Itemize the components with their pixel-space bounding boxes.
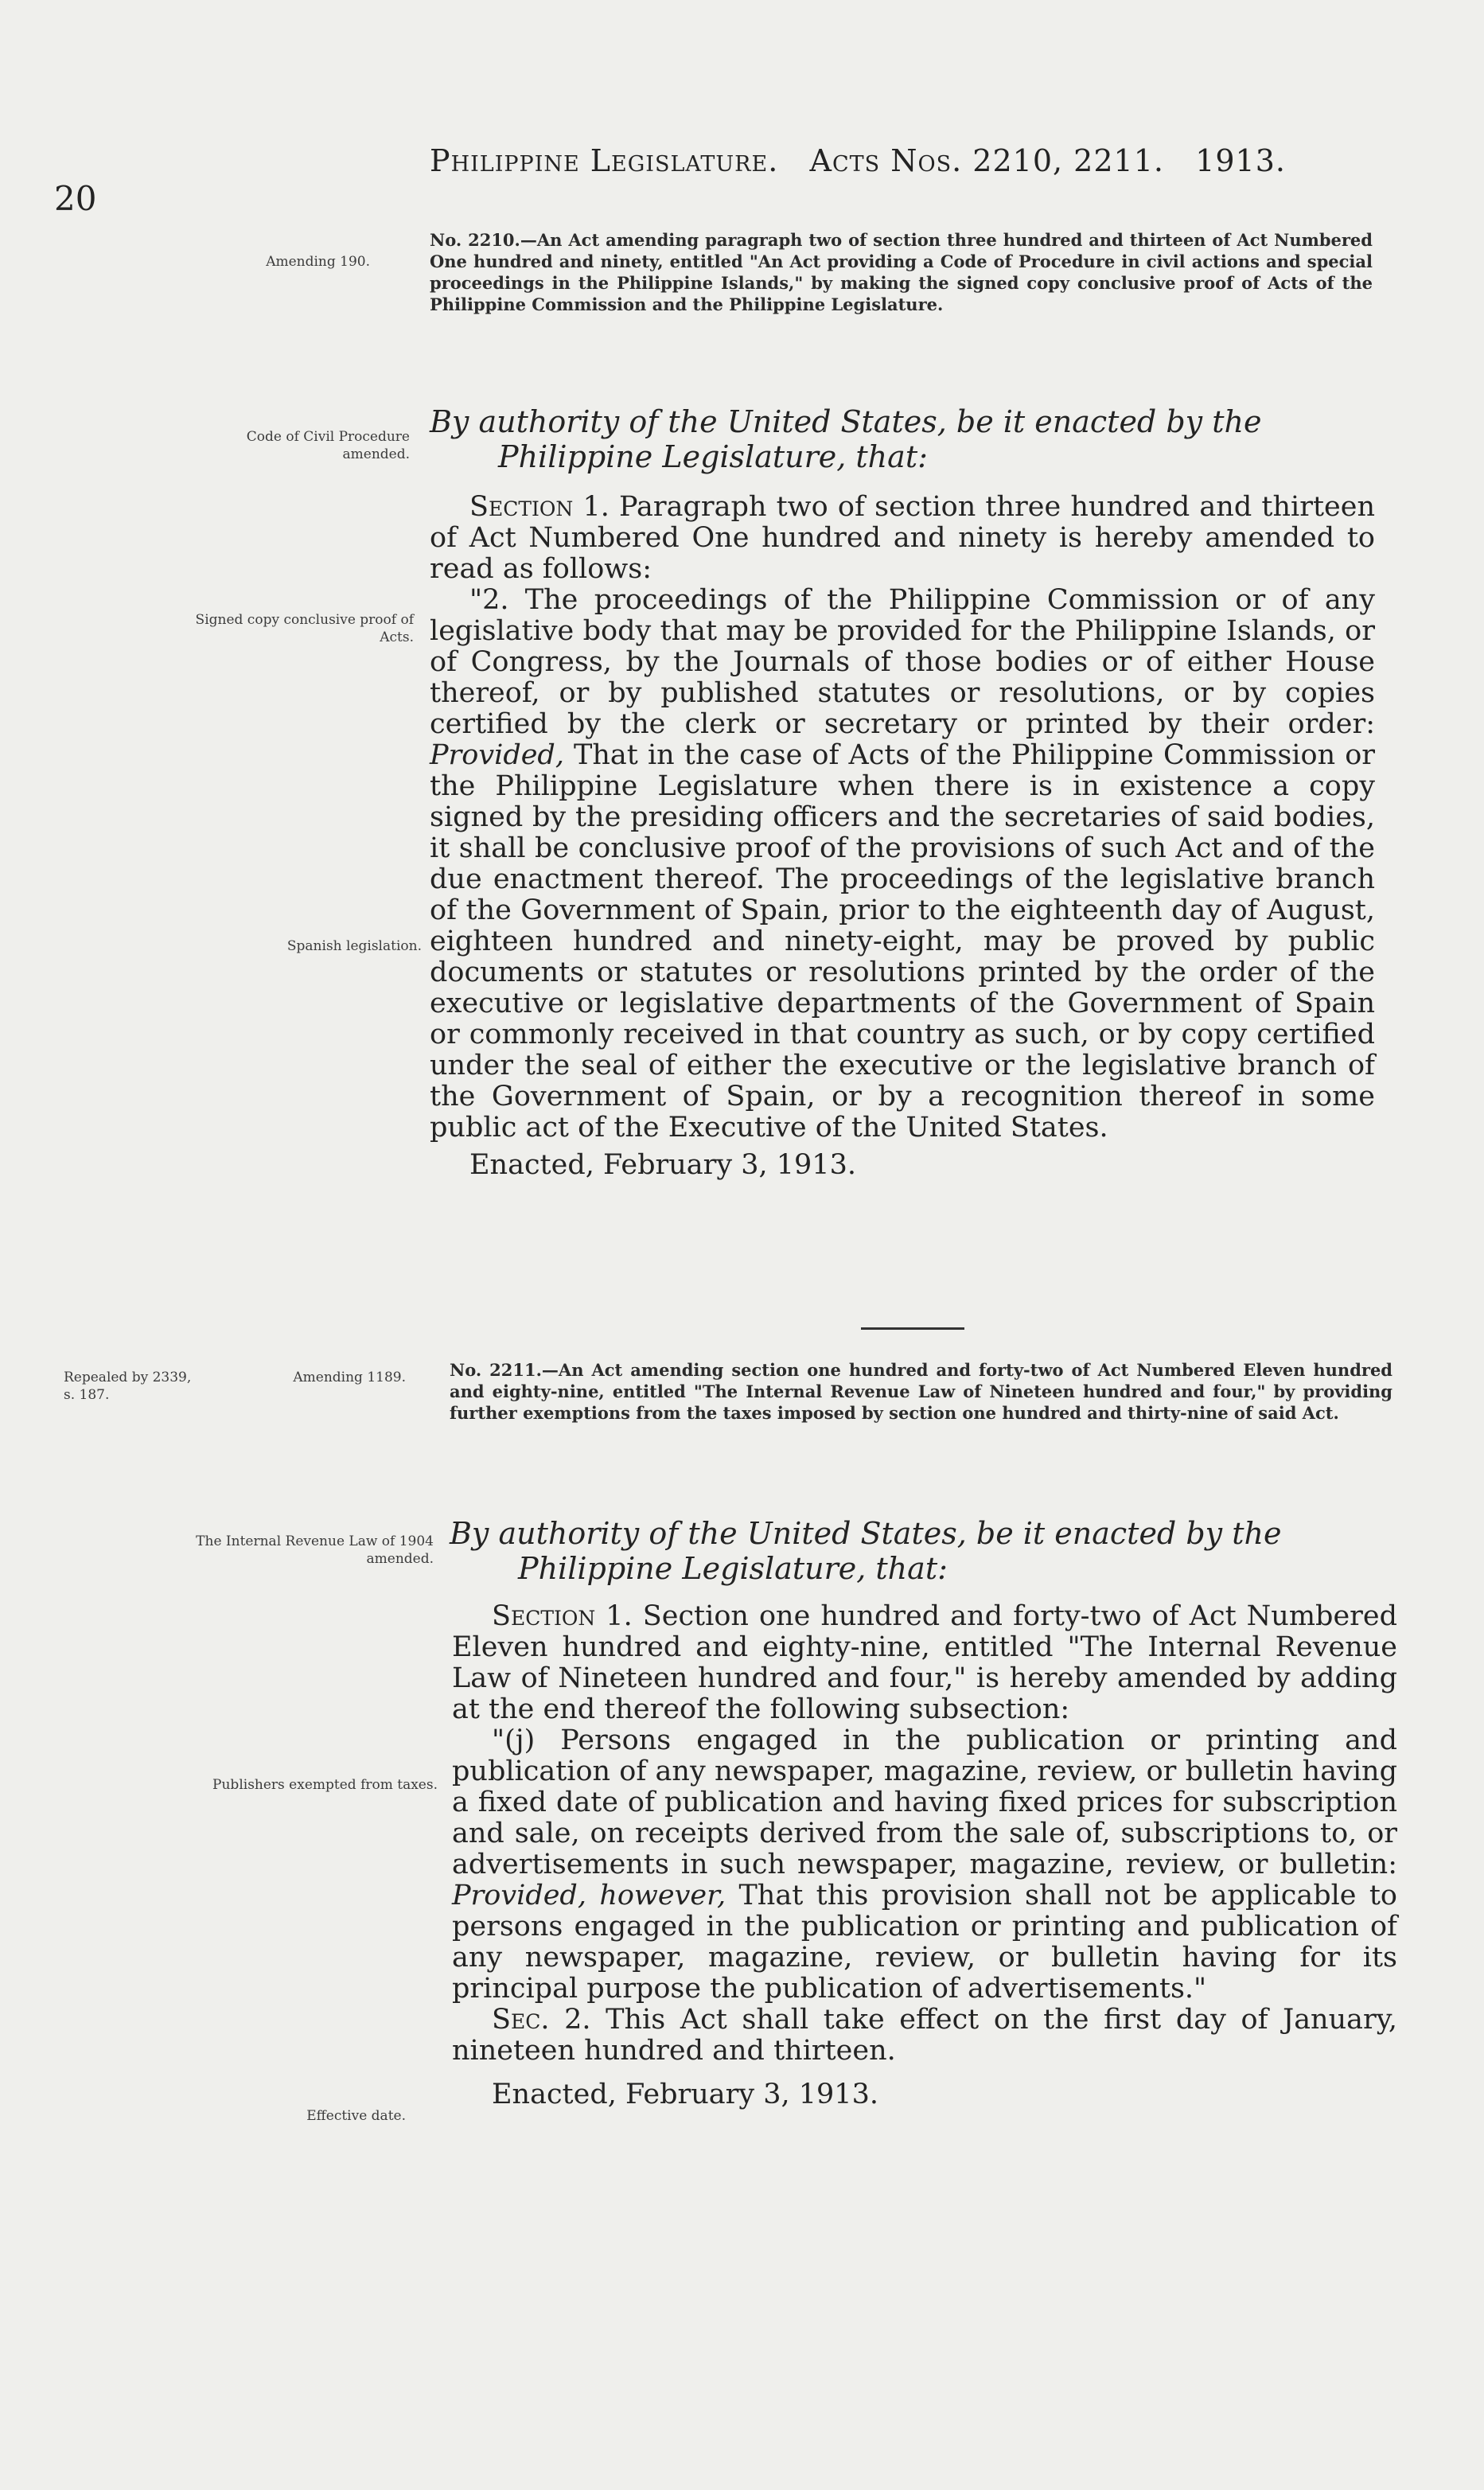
section-label: Sec. 2. — [492, 2004, 591, 2036]
section-text: Section one hundred and forty-two of Act Numbered Eleven hundred and eighty-nine, entitled "The Internal Revenue Law of Nineteen hundred and four," is hereby amended by adding at the end thereof the following subsection: — [452, 1600, 1397, 1725]
provided-italic: Provided, — [430, 739, 564, 771]
margin-note-code-civil-procedure: Code of Civil Procedure amended. — [246, 429, 410, 462]
act-2211-quoted-subsection — [452, 1725, 1397, 2005]
margin-note-signed-copy: Signed copy conclusive proof of Acts. — [195, 612, 414, 645]
running-head-left: Philippine Legislature. — [430, 143, 779, 178]
act-2210-title — [430, 229, 1373, 315]
enacting-line-1: By authority of the United States, be it enacted by the — [450, 1516, 1282, 1551]
act-2210-title-text: —An Act amending paragraph two of section three hundred and thirteen of Act Numbered One hundred and ninety, entitled "An Act providing a Code of Procedure in civil actions and special proceedings in the Philippine Islands," by making the signed copy conclusive proof of Acts of the Philippine Commission and the Philippine Legislature. — [430, 230, 1373, 314]
margin-note-amending-1189: Amending 1189. — [293, 1370, 406, 1385]
act-2210-section-1 — [430, 492, 1375, 585]
running-head — [430, 143, 1286, 178]
running-head-acts: Acts Nos. — [809, 143, 963, 178]
act-2211-enacted-date: Enacted, February 3, 1913. — [492, 2079, 878, 2110]
running-head-year: 1913. — [1195, 143, 1286, 178]
section-text: This Act shall take effect on the first day of January, nineteen hundred and thirteen. — [452, 2004, 1397, 2067]
quoted-text-part-2: That in the case of Acts of the Philippine Commission or the Philippine Legislature when there is in existence a copy signed by the presiding officers and the secretaries of said bodies, it shall be conclusive proof of the provisions of such Act and of the due enactment thereof. The proceedings of the legislative branch of the Government of Spain, prior to the eighteenth day of August, eighteen hundred and ninety-eight, may be proved by public documents or statutes or resolutions printed by the order of the executive or legislative departments of the Government of Spain or commonly received in that country as such, or by copy certified under the seal of either the executive or the legislative branch of the Government of Spain, or by a recognition thereof in some public act of the Executive of the United States. — [430, 739, 1375, 1144]
quoted-text-part-2: That this provision shall not be applicable to persons engaged in the publication or printing and publication of any newspaper, magazine, review, or bulletin having for its principal purpose the publication of advertisements." — [452, 1880, 1398, 2005]
act-2210-number: No. 2210. — [430, 230, 520, 250]
act-2211-number: No. 2211. — [450, 1360, 542, 1380]
enacting-line-1: By authority of the United States, be it enacted by the — [430, 404, 1262, 439]
act-2211-section-1 — [452, 1601, 1397, 1725]
quoted-text-part-1: "2. The proceedings of the Philippine Commission or of any legislative body that may be provided for the Philippine Islands, or of Congress, by the Journals of those bodies or of either House thereof, or by published statutes or resolutions, or by copies certified by the clerk or secretary or printed by their order: — [430, 584, 1375, 740]
act-2210-body — [430, 492, 1375, 1181]
section-label: Section 1. — [469, 491, 610, 523]
margin-note-amending-190: Amending 190. — [266, 254, 370, 270]
margin-note-internal-revenue: The Internal Revenue Law of 1904 amended. — [196, 1533, 434, 1567]
enacting-line-2: Philippine Legislature, that: — [518, 1551, 948, 1586]
provided-however-italic: Provided, however, — [452, 1880, 726, 1911]
section-label: Section 1. — [492, 1600, 633, 1632]
page-number: 20 — [54, 179, 97, 218]
act-2210-quoted-paragraph — [430, 585, 1375, 1144]
margin-note-spanish-legislation: Spanish legislation. — [286, 938, 422, 954]
section-divider — [861, 1327, 964, 1330]
act-2210-enacted-date: Enacted, February 3, 1913. — [469, 1149, 856, 1181]
enacting-line-2: Philippine Legislature, that: — [498, 439, 928, 474]
act-2211-title — [450, 1359, 1392, 1424]
act-2211-title-text: —An Act amending section one hundred and forty-two of Act Numbered Eleven hundred and eighty-nine, entitled "The Internal Revenue Law of Nineteen hundred and four," by providing further exemptions from the taxes imposed by section one hundred and thirty-nine of said Act. — [450, 1360, 1392, 1423]
margin-note-effective-date: Effective date. — [306, 2108, 406, 2124]
margin-note-repealed: Repealed by 2339, s. 187. — [64, 1370, 192, 1403]
margin-note-publishers-exempted: Publishers exempted from taxes. — [212, 1777, 438, 1793]
running-head-right: 2210, 2211. — [972, 143, 1164, 178]
act-2211-enacting-clause — [450, 1516, 1404, 1586]
act-2210-enacting-clause — [430, 404, 1385, 474]
section-text: Paragraph two of section three hundred and thirteen of Act Numbered One hundred and ninety is hereby amended to read as follows: — [430, 491, 1375, 585]
act-2211-body — [452, 1601, 1397, 2110]
act-2211-section-2 — [452, 2005, 1397, 2067]
quoted-text-part-1: "(j) Persons engaged in the publication or printing and publication of any newspaper, magazine, review, or bulletin having a fixed date of publication and having fixed prices for subscription and sale, on receipts derived from the sale of, subscriptions to, or advertisements in such newspaper, magazine, review, or bulletin: — [452, 1724, 1397, 1880]
